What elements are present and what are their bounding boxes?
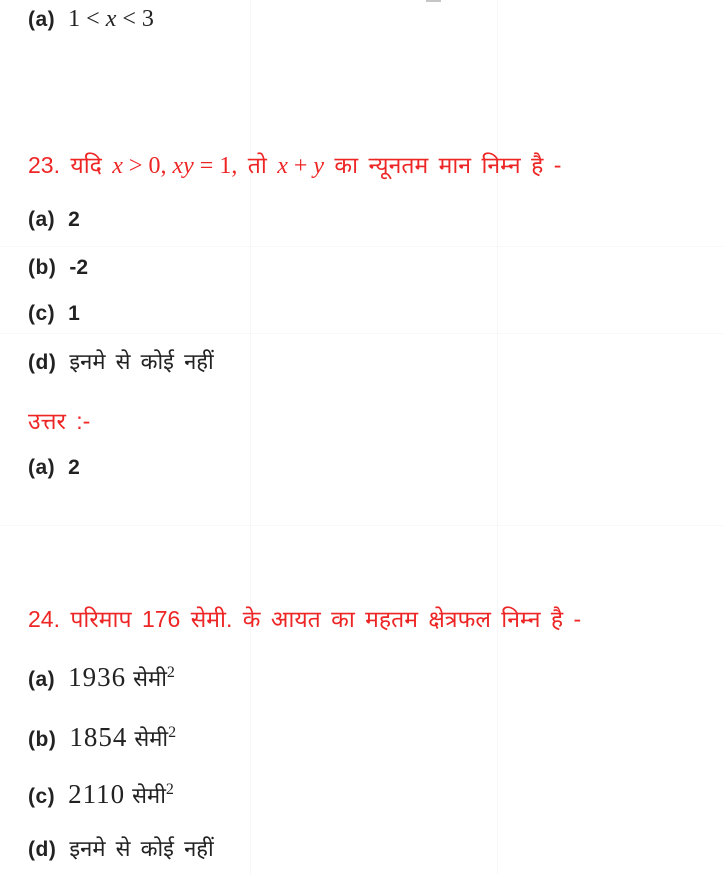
option-label: (a): [28, 8, 56, 31]
prev-question-option-a: [28, 6, 154, 33]
text-segment: x: [112, 153, 123, 179]
faint-grid-line-horizontal: [0, 525, 724, 526]
faint-grid-line-horizontal: [0, 246, 724, 247]
option-label: (c): [28, 785, 56, 808]
text-segment: सेमी: [134, 726, 169, 751]
q23-option-b: [28, 256, 88, 280]
option-label: (b): [28, 728, 57, 751]
faint-grid-line-horizontal: [0, 333, 724, 334]
q24-option-b: [28, 722, 176, 753]
text-segment: < 3: [116, 6, 154, 32]
option-label: (a): [28, 456, 56, 479]
text-segment: 24. परिमाप 176 सेमी. के आयत का महतम क्षेत्रफल निम्न है -: [28, 606, 582, 632]
text-segment: सेमी: [132, 783, 166, 808]
superscript: 2: [165, 781, 174, 798]
q24-option-c: [28, 779, 174, 810]
text-segment: = 1,: [193, 153, 238, 179]
text-segment: +: [287, 153, 314, 179]
text-segment: 1854: [69, 722, 128, 752]
text-segment: सेमी: [133, 666, 167, 691]
superscript: 2: [168, 724, 177, 741]
q23-answer: [28, 456, 80, 480]
option-label: (d): [28, 838, 57, 861]
option-label: (b): [28, 256, 57, 279]
text-segment: y: [313, 153, 325, 179]
text-segment: x: [105, 6, 117, 32]
text-segment: 2: [68, 456, 80, 479]
q24-option-d: [28, 833, 214, 863]
text-segment: 1 <: [68, 6, 106, 32]
text-segment: इनमे से कोई नहीं: [69, 836, 214, 861]
option-label: (a): [28, 668, 56, 691]
text-segment: > 0,: [122, 153, 173, 179]
faint-grid-line-vertical: [497, 0, 498, 874]
q23-option-a: [28, 208, 80, 232]
option-label: (c): [28, 302, 56, 325]
option-label: (a): [28, 208, 56, 231]
q23-option-c: [28, 302, 80, 326]
option-label: (d): [28, 351, 57, 374]
text-segment: 2: [68, 208, 80, 231]
answer-heading-23: [28, 404, 90, 436]
cropped-text-fragment: [426, 0, 441, 2]
faint-grid-line-vertical: [250, 0, 251, 874]
text-segment: x: [277, 153, 288, 179]
text-segment: का न्यूनतम मान निम्न है -: [324, 152, 562, 178]
q24-option-a: [28, 662, 175, 693]
text-segment: 2110: [68, 779, 126, 809]
q23-option-d: [28, 346, 214, 376]
text-segment: इनमे से कोई नहीं: [69, 349, 214, 374]
text-segment: तो: [237, 152, 278, 178]
superscript: 2: [166, 664, 175, 681]
text-segment: 1936: [68, 662, 127, 692]
text-segment: -2: [69, 256, 89, 279]
question-24: [28, 602, 581, 634]
text-segment: 23. यदि: [28, 152, 113, 178]
text-segment: 1: [68, 302, 80, 325]
question-23: [28, 148, 561, 180]
text-segment: xy: [172, 153, 194, 179]
text-segment: उत्तर :-: [28, 408, 91, 434]
